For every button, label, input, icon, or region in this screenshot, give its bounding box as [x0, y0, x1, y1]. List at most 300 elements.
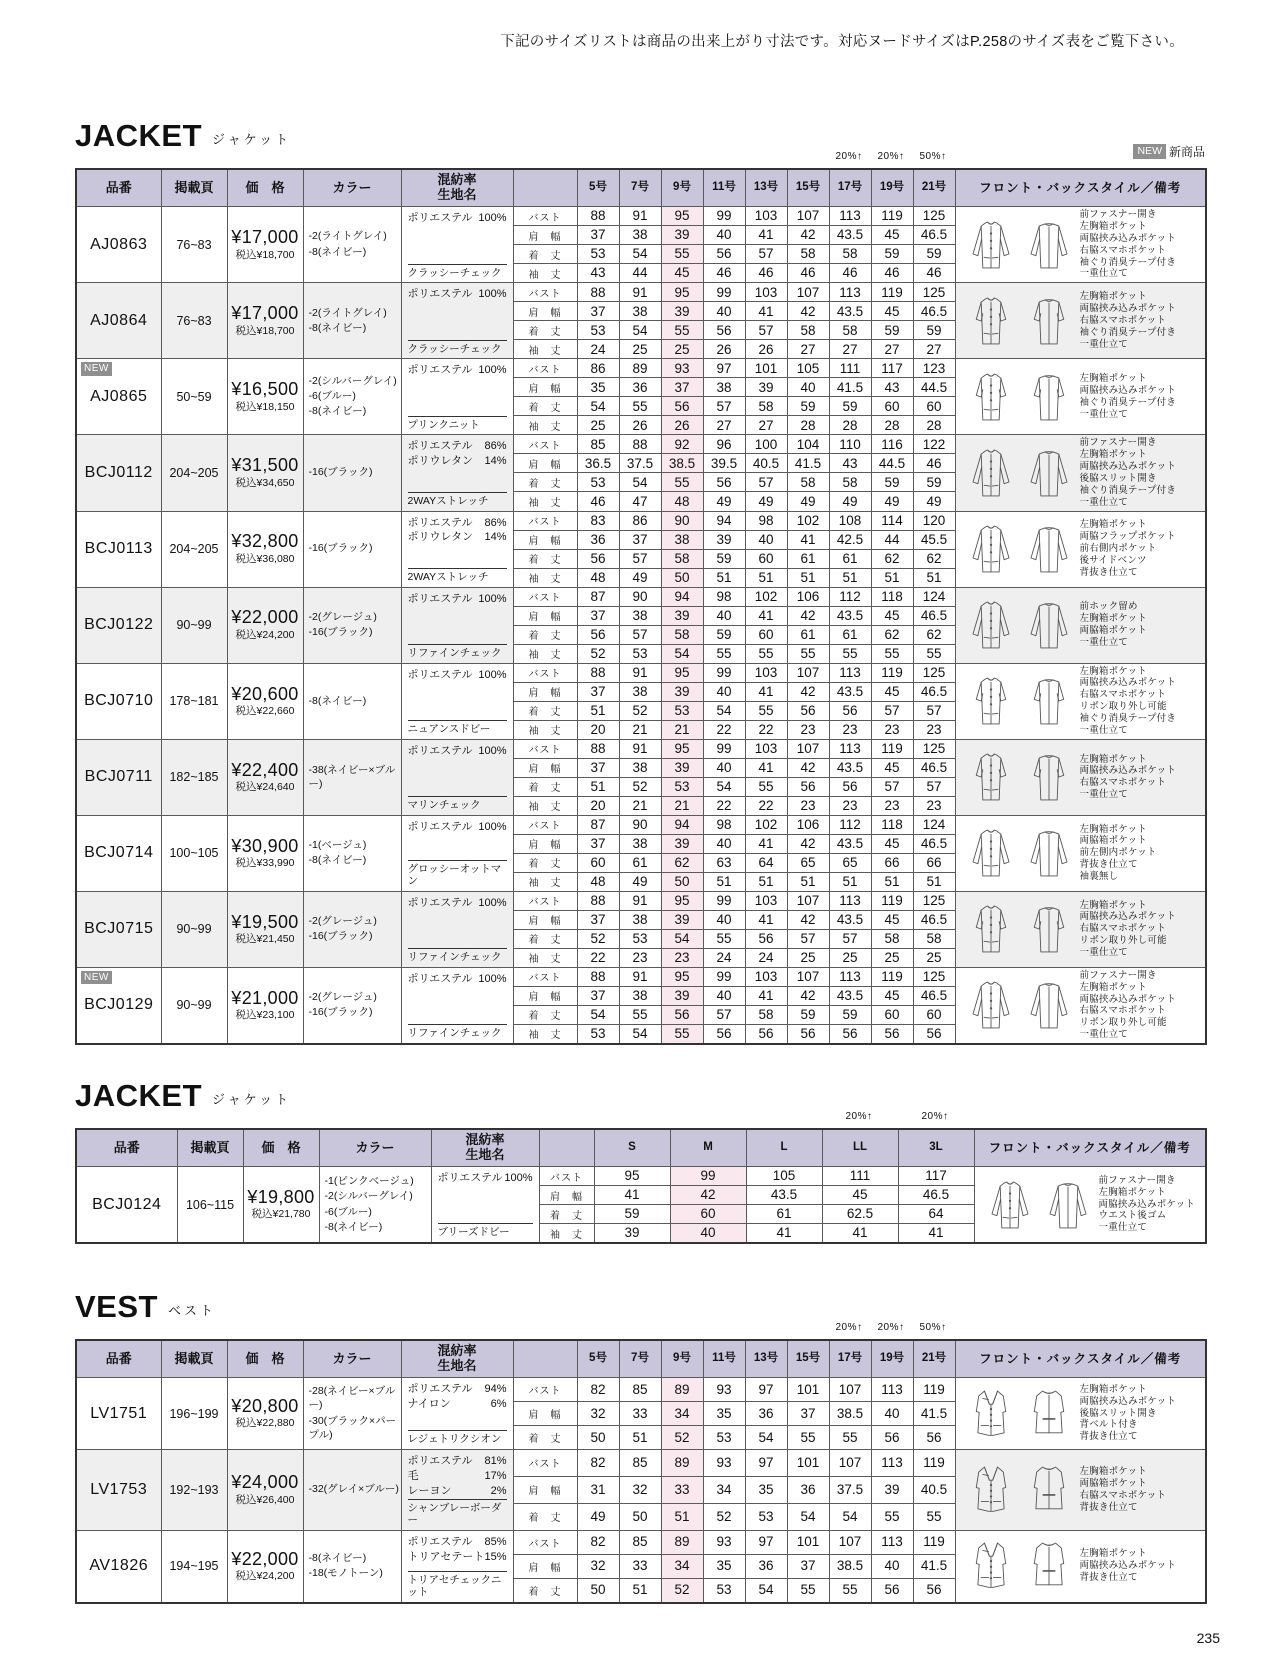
measure-value: 59	[787, 1005, 829, 1024]
measure-value: 59	[871, 321, 913, 340]
item-number-cell	[76, 283, 161, 359]
price-tax-included: 税込¥21,450	[235, 933, 295, 946]
measure-value: 41	[746, 1224, 822, 1244]
measure-value: 55	[913, 644, 955, 663]
remarks-list	[1080, 373, 1177, 421]
rate-up-label: 20%↑	[845, 1111, 873, 1122]
measure-value: 91	[619, 207, 661, 226]
catalog-pages: 90~99	[176, 922, 212, 937]
fabric-percent: 100%	[478, 896, 507, 909]
color-option: -2(グレージュ)	[308, 991, 377, 1004]
measure-value: 54	[829, 1503, 871, 1530]
measure-value: 108	[829, 511, 871, 530]
col-header-size: 9号	[661, 1340, 703, 1378]
measure-value: 25	[871, 948, 913, 967]
garment-front-illustration	[964, 516, 1018, 582]
measure-label: 着 丈	[513, 1578, 577, 1603]
color-option: -16(ブラック)	[308, 542, 373, 555]
section-heading	[75, 1286, 1205, 1322]
measure-value: 23	[619, 948, 661, 967]
price: ¥21,000	[231, 987, 299, 1008]
col-header-size: 5号	[577, 1340, 619, 1378]
measure-value: 62	[661, 853, 703, 872]
measure-value: 55	[829, 1426, 871, 1450]
color-option: -8(ネイビー)	[308, 1552, 367, 1565]
measure-value: 60	[871, 397, 913, 416]
measure-value: 43.5	[829, 758, 871, 777]
price: ¥22,000	[231, 1548, 299, 1569]
product-row-BCJ0710	[76, 663, 1206, 682]
measure-value: 24	[745, 948, 787, 967]
measure-value: 56	[577, 625, 619, 644]
measure-value: 55	[661, 245, 703, 264]
price: ¥20,600	[231, 683, 299, 704]
fabric-material: ポリエステル	[407, 1455, 473, 1467]
measure-value: 113	[829, 891, 871, 910]
measure-label: 袖 丈	[513, 720, 577, 739]
measure-label: 肩 幅	[513, 302, 577, 321]
fabric-percent: 100%	[478, 820, 507, 833]
product-row-AJ0864	[76, 283, 1206, 302]
measure-value: 51	[787, 872, 829, 891]
measure-value: 36	[619, 378, 661, 397]
remark-line: 一重仕立て	[1079, 1029, 1129, 1041]
fabric-name: グロッシーオットマン	[408, 860, 507, 888]
measure-value: 125	[913, 207, 955, 226]
measure-value: 50	[577, 1578, 619, 1603]
measure-value: 37	[577, 834, 619, 853]
remark-line: 両脇挟み込みポケット	[1079, 911, 1177, 923]
garment-front-illustration	[964, 1535, 1018, 1597]
fabric-percent: 14%	[484, 531, 507, 544]
measure-value: 54	[787, 1503, 829, 1530]
measure-label: 肩 幅	[513, 1554, 577, 1578]
measure-value: 60	[913, 1005, 955, 1024]
measure-label: バスト	[513, 283, 577, 302]
measure-value: 125	[913, 283, 955, 302]
measure-value: 36	[577, 530, 619, 549]
measure-value: 102	[787, 511, 829, 530]
measure-value: 125	[913, 967, 955, 986]
measure-value: 46	[703, 264, 745, 283]
rate-strip	[75, 145, 1205, 168]
catalog-pages: 192~193	[169, 1482, 219, 1497]
style-remarks-cell	[955, 359, 1206, 435]
measure-value: 59	[871, 473, 913, 492]
fabric-cell	[401, 1378, 513, 1450]
measure-value: 51	[619, 1426, 661, 1450]
measure-value: 39	[661, 986, 703, 1005]
measure-value: 107	[787, 739, 829, 758]
garment-back-illustration	[1022, 896, 1076, 962]
fabric-material: トリアセテート	[407, 1550, 485, 1563]
price: ¥17,000	[231, 303, 299, 324]
measure-value: 113	[829, 207, 871, 226]
measure-value: 22	[745, 720, 787, 739]
measure-value: 124	[913, 815, 955, 834]
rate-up-label: 20%↑	[877, 151, 905, 162]
fabric-composition	[438, 1171, 533, 1186]
measure-value: 41	[745, 606, 787, 625]
measure-value: 116	[871, 435, 913, 454]
col-header-size: L	[746, 1129, 822, 1167]
style-remarks-cell	[955, 587, 1206, 663]
garment-back-illustration	[1022, 972, 1076, 1038]
measure-value: 57	[619, 625, 661, 644]
measure-value: 37	[577, 986, 619, 1005]
fabric-composition	[408, 1535, 507, 1550]
measure-value: 89	[619, 359, 661, 378]
rate-up-label: 50%↑	[919, 1322, 947, 1333]
measure-label: バスト	[513, 359, 577, 378]
measure-label: バスト	[513, 1530, 577, 1554]
measure-value: 60	[577, 853, 619, 872]
remark-line: 背抜き仕立て	[1079, 1431, 1138, 1443]
measure-label: 着 丈	[513, 321, 577, 340]
measure-value: 55	[745, 701, 787, 720]
measure-value: 60	[745, 549, 787, 568]
measure-value: 45	[871, 910, 913, 929]
color-option: -30(ブラック×パープル)	[308, 1414, 397, 1441]
measure-value: 46.5	[898, 1186, 974, 1205]
measure-value: 107	[787, 663, 829, 682]
measure-value: 46	[871, 264, 913, 283]
measure-label: 袖 丈	[513, 1024, 577, 1044]
measure-value: 95	[661, 967, 703, 986]
catalog-pages: 204~205	[169, 542, 219, 556]
measure-value: 97	[745, 1530, 787, 1554]
measure-value: 107	[787, 207, 829, 226]
measure-value: 26	[661, 416, 703, 435]
measure-value: 56	[829, 1024, 871, 1044]
measure-value: 24	[577, 340, 619, 359]
measure-value: 23	[787, 720, 829, 739]
measure-value: 51	[913, 872, 955, 891]
style-remarks-cell	[955, 1450, 1206, 1531]
measure-value: 32	[577, 1554, 619, 1578]
measure-value: 103	[745, 739, 787, 758]
remark-line: 背抜き仕立て	[1079, 1572, 1138, 1584]
color-option: -6(ブルー)	[324, 1205, 372, 1218]
measure-value: 46.5	[913, 606, 955, 625]
measure-value: 99	[703, 207, 745, 226]
color-options-cell	[303, 1450, 401, 1531]
catalog-pages: 106~115	[185, 1197, 235, 1212]
catalog-pages: 76~83	[176, 313, 212, 328]
remark-line: 一重仕立て	[1098, 1222, 1148, 1234]
measure-value: 99	[703, 967, 745, 986]
catalog-pages-cell	[161, 587, 227, 663]
measure-value: 56	[661, 397, 703, 416]
fabric-cell	[401, 739, 513, 815]
measure-value: 53	[577, 1024, 619, 1044]
measure-value: 51	[619, 1578, 661, 1603]
measure-label: バスト	[513, 587, 577, 606]
measure-value: 52	[619, 777, 661, 796]
measure-value: 118	[871, 587, 913, 606]
color-option: -6(ブルー)	[308, 390, 356, 403]
measure-value: 107	[829, 1530, 871, 1554]
col-header-price: 価 格	[227, 1340, 303, 1378]
price-cell	[227, 663, 303, 739]
measure-value: 39	[661, 302, 703, 321]
measure-value: 99	[670, 1167, 746, 1186]
remark-line: 袖ぐり消臭テープ付き	[1079, 713, 1177, 724]
color-option: -16(ブラック)	[308, 466, 373, 479]
product-row-BCJ0122	[76, 587, 1206, 606]
fabric-composition	[408, 1397, 507, 1412]
garment-back-illustration	[1022, 212, 1076, 278]
measure-value: 46	[745, 264, 787, 283]
measure-value: 85	[619, 1450, 661, 1477]
measure-value: 55	[703, 929, 745, 948]
remark-line: リボン取り外し可能	[1079, 701, 1167, 713]
measure-value: 43.5	[829, 682, 871, 701]
rate-up-label: 20%↑	[921, 1111, 949, 1122]
fabric-material: ポリエステル	[407, 668, 473, 681]
remark-line: 左胸箱ポケット	[1079, 291, 1147, 303]
measure-value: 117	[871, 359, 913, 378]
measure-value: 98	[703, 815, 745, 834]
measure-label: バスト	[513, 891, 577, 910]
price-tax-included: 税込¥21,780	[251, 1208, 311, 1221]
measure-value: 93	[703, 1378, 745, 1402]
fabric-material: ポリエステル	[407, 364, 473, 377]
measure-value: 46	[913, 454, 955, 473]
measure-value: 46.5	[913, 986, 955, 1005]
measure-value: 31	[577, 1476, 619, 1503]
measure-value: 91	[619, 739, 661, 758]
remark-line: 前ファスナー開き	[1079, 437, 1157, 449]
measure-value: 42	[787, 226, 829, 245]
price-tax-included: 税込¥23,100	[235, 1009, 295, 1022]
catalog-pages: 50~59	[176, 389, 212, 404]
measure-value: 94	[703, 511, 745, 530]
col-header-size: 11号	[703, 1340, 745, 1378]
color-option: -2(シルバーグレイ)	[308, 374, 397, 387]
remarks-list	[1080, 601, 1147, 649]
measure-value: 41.5	[913, 1402, 955, 1426]
remark-line: 左胸箱ポケット	[1079, 220, 1147, 232]
remark-line: 両脇箱ポケット	[1079, 1477, 1147, 1489]
measure-value: 42.5	[829, 530, 871, 549]
measure-value: 43	[577, 264, 619, 283]
measure-value: 39	[594, 1224, 670, 1244]
table-header-row	[76, 1340, 1206, 1378]
measure-value: 40.5	[913, 1476, 955, 1503]
measure-label: 肩 幅	[513, 378, 577, 397]
fabric-name: クラッシーチェック	[408, 340, 507, 356]
remark-line: 前ファスナー開き	[1079, 969, 1157, 981]
rate-up-label: 20%↑	[835, 1322, 863, 1333]
measure-value: 53	[577, 245, 619, 264]
remark-line: 左胸箱ポケット	[1079, 1548, 1147, 1560]
remark-line: リボン取り外し可能	[1079, 1017, 1167, 1029]
catalog-pages-cell	[177, 1167, 243, 1244]
measure-value: 42	[787, 682, 829, 701]
measure-value: 32	[619, 1476, 661, 1503]
measure-value: 49	[703, 492, 745, 511]
measure-value: 59	[703, 549, 745, 568]
measure-value: 119	[913, 1530, 955, 1554]
col-header-size: 15号	[787, 1340, 829, 1378]
measure-value: 55	[703, 644, 745, 663]
measure-value: 59	[787, 397, 829, 416]
measure-value: 40	[670, 1224, 746, 1244]
fabric-material: レーヨン	[407, 1484, 452, 1497]
measure-value: 22	[745, 796, 787, 815]
color-option: -8(ネイビー)	[308, 405, 367, 418]
remark-line: 左胸箱ポケット	[1079, 1383, 1147, 1395]
catalog-pages-cell	[161, 359, 227, 435]
measure-value: 95	[661, 891, 703, 910]
fabric-composition	[408, 592, 507, 607]
remark-line: 後脇スリット開き	[1079, 472, 1157, 484]
item-number-cell	[76, 815, 161, 891]
measure-value: 43.5	[829, 986, 871, 1005]
measure-value: 119	[871, 967, 913, 986]
price-cell	[243, 1167, 319, 1244]
measure-value: 97	[703, 359, 745, 378]
style-remarks-cell	[955, 891, 1206, 967]
measure-value: 60	[871, 1005, 913, 1024]
measure-value: 91	[619, 283, 661, 302]
measure-value: 119	[871, 739, 913, 758]
measure-value: 27	[829, 340, 871, 359]
fabric-cell	[401, 663, 513, 739]
remark-line: 左胸箱ポケット	[1079, 519, 1147, 531]
catalog-pages-cell	[161, 283, 227, 359]
measure-value: 107	[787, 891, 829, 910]
garment-back-illustration	[1022, 364, 1076, 430]
measure-value: 55	[787, 644, 829, 663]
color-option: -2(ライトグレイ)	[308, 230, 387, 243]
measure-value: 54	[577, 1005, 619, 1024]
measure-value: 44.5	[913, 378, 955, 397]
measure-value: 57	[745, 473, 787, 492]
remarks-list	[1080, 519, 1176, 578]
measure-value: 111	[822, 1167, 898, 1186]
measure-value: 85	[619, 1530, 661, 1554]
remark-line: 袖ぐり消臭テープ付き	[1079, 256, 1177, 268]
fabric-material: 毛	[407, 1469, 419, 1482]
measure-value: 94	[661, 587, 703, 606]
remarks-list	[1080, 437, 1177, 508]
measure-value: 49	[829, 492, 871, 511]
measure-value: 27	[745, 416, 787, 435]
measure-value: 39	[661, 758, 703, 777]
measure-value: 40	[703, 302, 745, 321]
measure-value: 55	[913, 1503, 955, 1530]
remark-line: 前右側内ポケット	[1079, 543, 1157, 555]
measure-value: 107	[787, 283, 829, 302]
remark-line: 両脇挟み込みポケット	[1079, 1395, 1177, 1407]
measure-value: 53	[745, 1503, 787, 1530]
fabric-name: ニュアンスドビー	[408, 720, 507, 736]
measure-value: 53	[577, 321, 619, 340]
measure-value: 57	[829, 929, 871, 948]
remark-line: 一重仕立て	[1079, 268, 1129, 280]
measure-value: 23	[871, 796, 913, 815]
measure-value: 58	[745, 397, 787, 416]
measure-value: 100	[745, 435, 787, 454]
remark-line: 一重仕立て	[1079, 724, 1129, 736]
measure-value: 51	[829, 872, 871, 891]
col-header-size: 19号	[871, 1340, 913, 1378]
measure-label: 着 丈	[513, 777, 577, 796]
measure-value: 93	[703, 1450, 745, 1477]
measure-value: 97	[745, 1450, 787, 1477]
color-option: -16(ブラック)	[308, 930, 373, 943]
remark-line: 一重仕立て	[1079, 947, 1129, 959]
measure-value: 103	[745, 207, 787, 226]
measure-value: 101	[787, 1378, 829, 1402]
remark-line: 左胸箱ポケット	[1079, 899, 1147, 911]
measure-value: 113	[871, 1378, 913, 1402]
measure-value: 61	[829, 549, 871, 568]
item-number-cell	[76, 663, 161, 739]
measure-value: 49	[619, 568, 661, 587]
measure-value: 103	[745, 967, 787, 986]
color-option: -8(ネイビー)	[308, 321, 367, 334]
style-remarks-cell	[955, 1378, 1206, 1450]
color-option: -38(ネイビー×ブルー)	[308, 763, 396, 790]
measure-value: 55	[661, 1024, 703, 1044]
measure-value: 107	[829, 1378, 871, 1402]
measure-value: 46	[787, 264, 829, 283]
measure-value: 41	[745, 302, 787, 321]
measure-value: 54	[703, 777, 745, 796]
item-number: AJ0865	[90, 387, 148, 405]
measure-value: 98	[703, 587, 745, 606]
product-row-BCJ0714	[76, 815, 1206, 834]
measure-value: 58	[661, 549, 703, 568]
measure-value: 55	[661, 321, 703, 340]
measure-value: 45	[871, 986, 913, 1005]
col-header-measure	[513, 1340, 577, 1378]
color-option: -2(シルバーグレイ)	[324, 1190, 413, 1203]
size-table-vest	[75, 1339, 1207, 1604]
measure-value: 25	[913, 948, 955, 967]
measure-value: 41	[787, 530, 829, 549]
measure-label: 袖 丈	[539, 1224, 594, 1244]
color-option: -16(ブラック)	[308, 626, 373, 638]
measure-value: 57	[619, 549, 661, 568]
col-header-pages: 掲載頁	[177, 1129, 243, 1167]
price: ¥16,500	[231, 379, 299, 400]
color-option: -8(ネイビー)	[308, 694, 367, 707]
measure-value: 54	[619, 321, 661, 340]
color-options-cell	[303, 1378, 401, 1450]
measure-value: 90	[619, 815, 661, 834]
measure-value: 86	[619, 511, 661, 530]
measure-value: 40	[703, 758, 745, 777]
measure-value: 57	[871, 777, 913, 796]
measure-value: 54	[745, 1578, 787, 1603]
col-header-size: 13号	[745, 169, 787, 207]
color-options-cell	[303, 587, 401, 663]
remark-line: 背抜き仕立て	[1079, 1501, 1138, 1513]
measure-value: 56	[745, 929, 787, 948]
measure-label: 着 丈	[513, 245, 577, 264]
measure-value: 61	[787, 549, 829, 568]
color-options-cell	[303, 283, 401, 359]
measure-value: 113	[829, 283, 871, 302]
measure-value: 33	[661, 1476, 703, 1503]
measure-value: 38	[619, 226, 661, 245]
measure-value: 34	[661, 1554, 703, 1578]
measure-value: 105	[746, 1167, 822, 1186]
